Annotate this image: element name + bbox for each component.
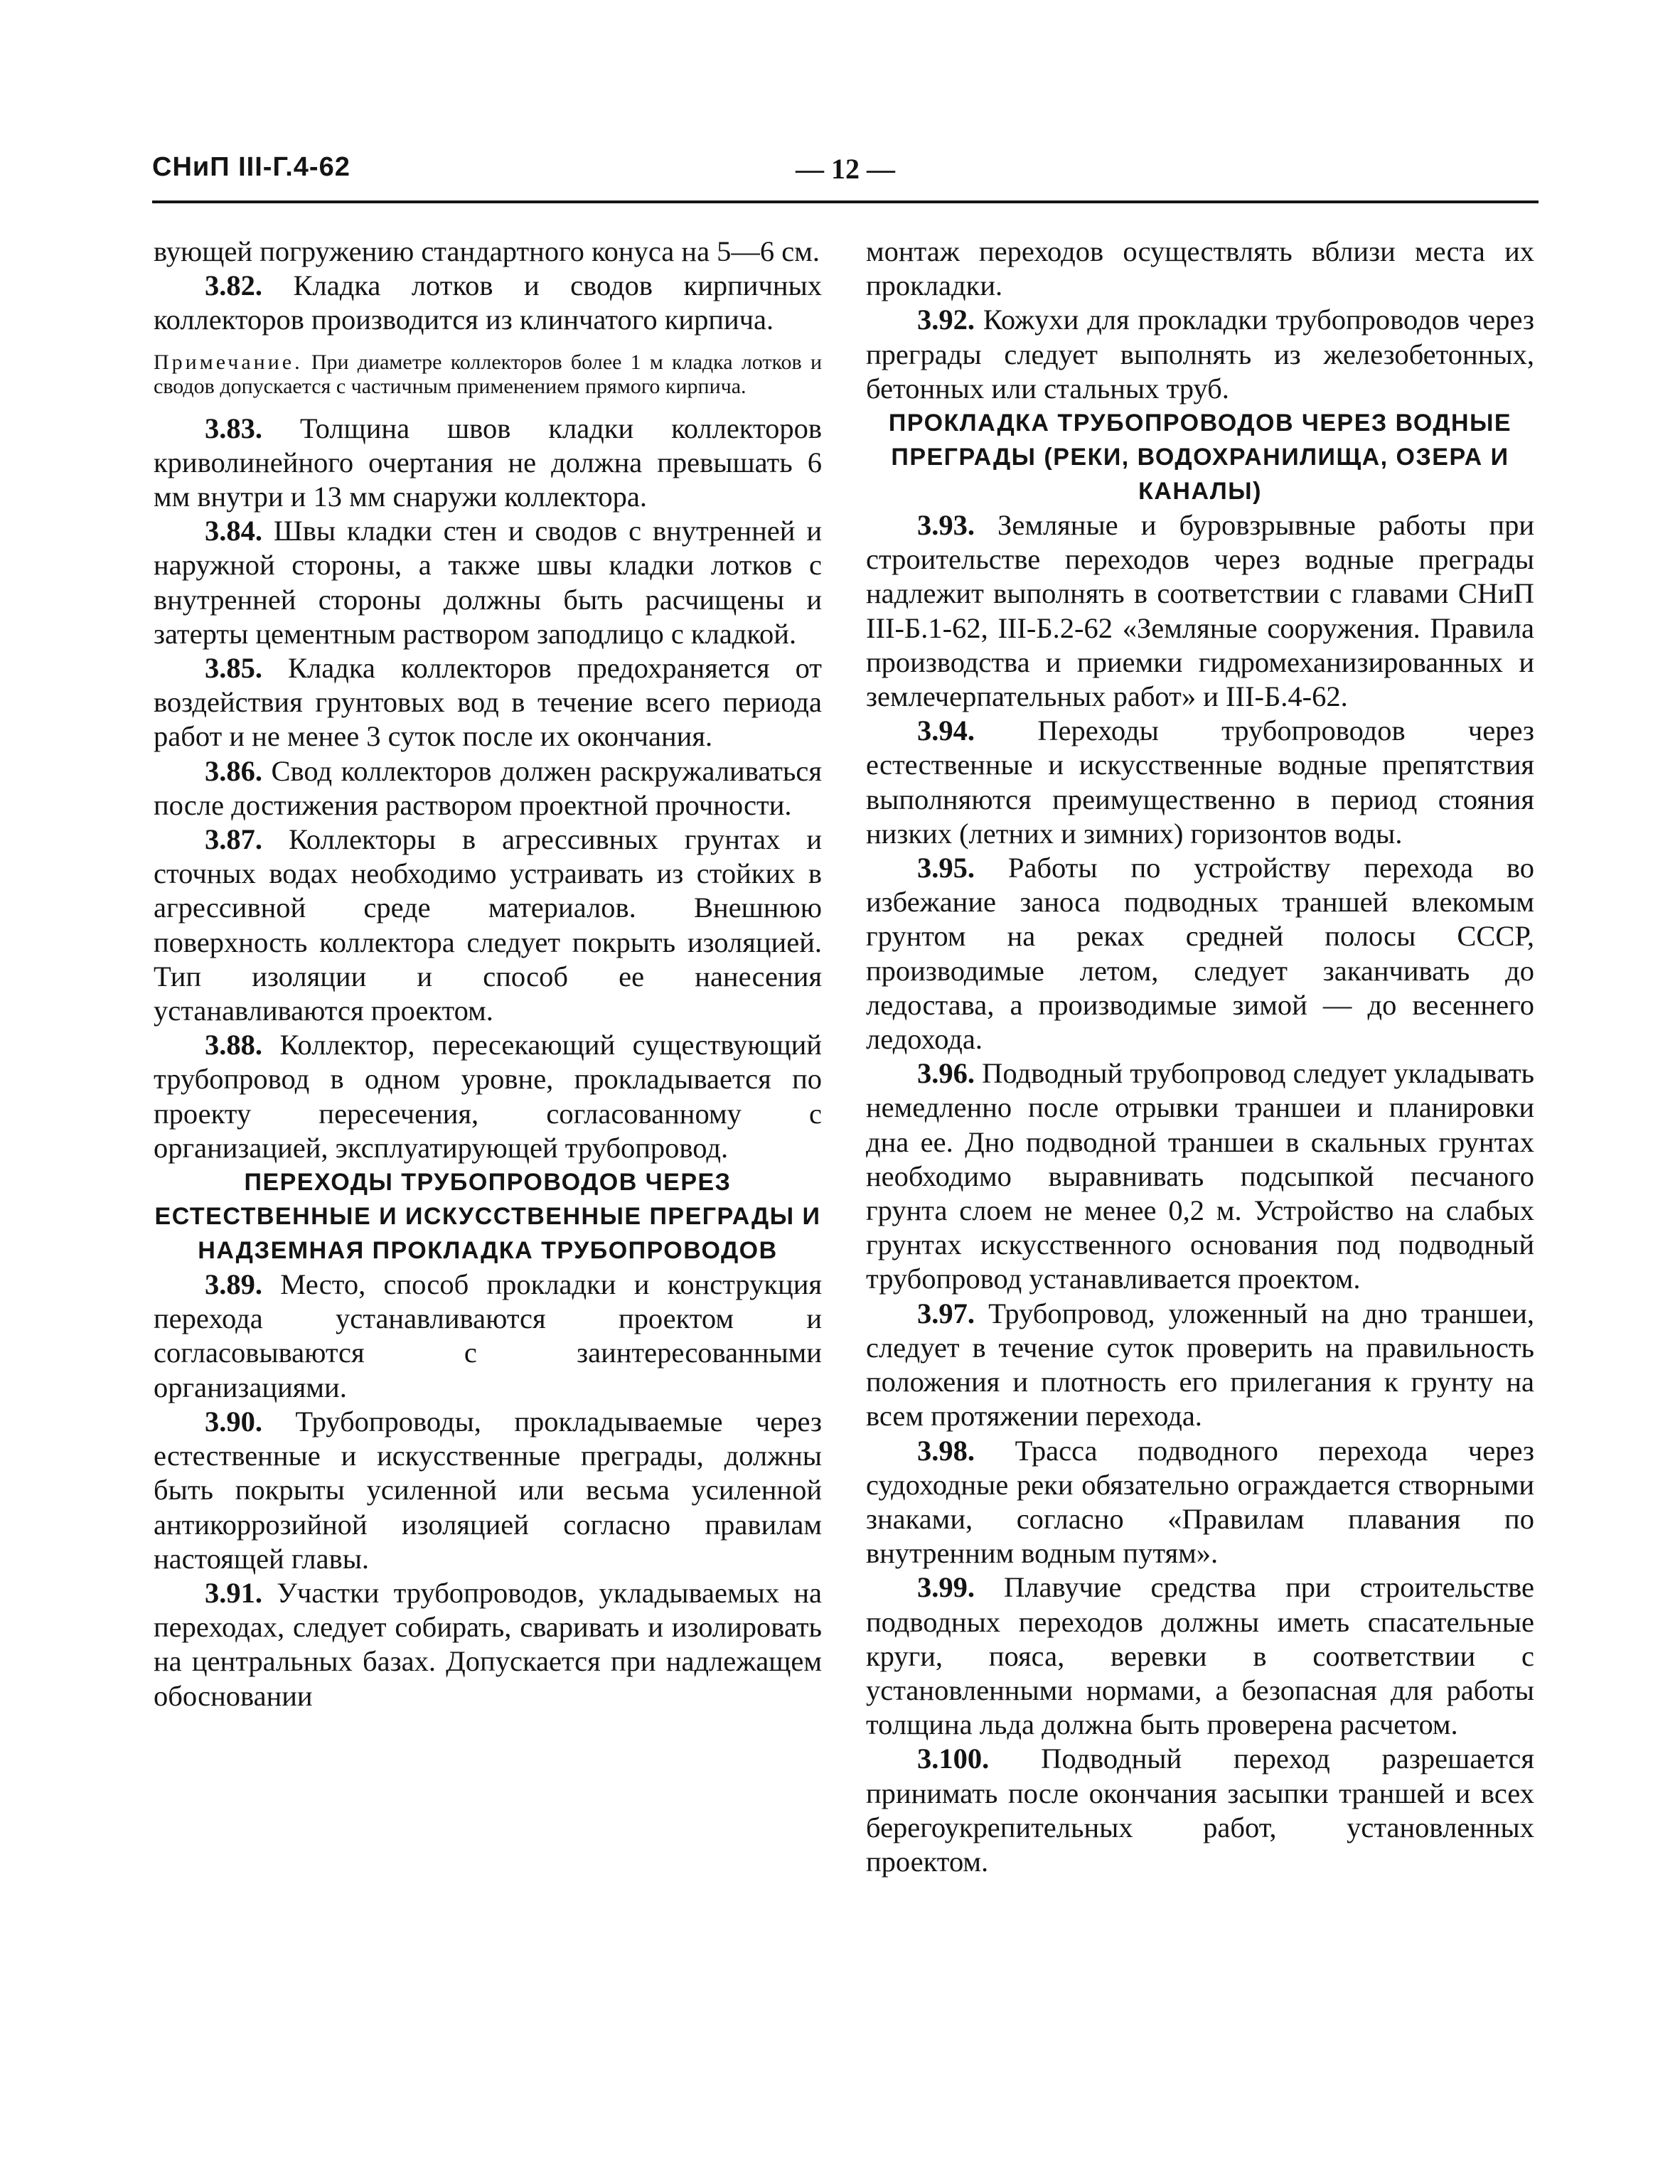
section-heading: ПРОКЛАДКА ТРУБОПРОВОДОВ ЧЕРЕЗ ВОДНЫЕ ПРЕГРАДЫ (РЕКИ, ВОДОХРАНИЛИЩА, ОЗЕРА И КАНАЛЫ) bbox=[888, 410, 1512, 505]
clause-text: Швы кладки стен и сводов с внутренней и наружной стороны, а также швы кладки лотков с внутренней стороны должны быть расчищены и затерты цементным раствором заподлицо с кладкой. bbox=[154, 515, 822, 650]
note-text: При диаметре коллекторов более 1 м кладка лотков и сводов допускается с частичным применением прямого кирпича. bbox=[154, 350, 822, 398]
clause-text: Земляные и буровзрывные работы при строительстве переходов через водные преграды надлежит выполнять в соответствии с главами СНиП III-Б.1-62, III-Б.2-62 «Земляные сооружения. Правила производства и приемки гидромеханизированных и землечерпательных работ» и III-Б.4-62. bbox=[866, 509, 1534, 713]
clause-number: 3.94. bbox=[917, 714, 975, 747]
clause-number: 3.86. bbox=[205, 754, 262, 787]
right-column bbox=[866, 235, 1534, 1879]
clause-text: Трасса подводного перехода через судоходные реки обязательно ограждается створными знаками, согласно «Правилам плавания по внутренним водным путям». bbox=[866, 1434, 1534, 1570]
clause-text: Трубопровод, уложенный на дно траншеи, следует в течение суток проверить на правильность положения и плотность его прилегания к грунту на всем протяжении перехода. bbox=[866, 1297, 1534, 1433]
paragraph-continuation: вующей погружению стандартного конуса на 5—6 см. bbox=[154, 235, 820, 267]
clause-number: 3.96. bbox=[917, 1057, 975, 1090]
clause-number: 3.87. bbox=[205, 823, 262, 856]
page-number: — 12 — bbox=[796, 153, 895, 185]
paragraph-3-99 bbox=[866, 1570, 1534, 1742]
paragraph-3-96 bbox=[866, 1056, 1534, 1296]
paragraph-3-94 bbox=[866, 714, 1534, 851]
paragraph-3-88 bbox=[154, 1028, 822, 1165]
page-header bbox=[152, 152, 1539, 192]
document-code: СНиП III-Г.4-62 bbox=[152, 152, 351, 182]
clause-text: Участки трубопроводов, укладываемых на переходах, следует собирать, сваривать и изолировать на центральных базах. Допускается при надлежащем обосновании bbox=[154, 1576, 822, 1712]
clause-text: Коллекторы в агрессивных грунтах и сточных водах необходимо устраивать из стойких в агрессивной среде материалов. Внешнюю поверхность коллектора следует покрыть изоляцией. Тип изоляции и способ ее нанесения устанавливаются проектом. bbox=[154, 823, 822, 1027]
paragraph-3-82 bbox=[154, 269, 822, 337]
clause-text: Кладка коллекторов предохраняется от воздействия грунтовых вод в течение всего периода работ и не менее 3 суток после их окончания. bbox=[154, 652, 822, 753]
clause-number: 3.93. bbox=[917, 509, 975, 542]
clause-number: 3.97. bbox=[917, 1297, 975, 1329]
clause-number: 3.98. bbox=[917, 1434, 975, 1467]
clause-text: Место, способ прокладки и конструкция перехода устанавливаются проектом и согласовываются с заинтересованными организациями. bbox=[154, 1268, 822, 1403]
paragraph-3-90 bbox=[154, 1405, 822, 1576]
paragraph-3-95 bbox=[866, 851, 1534, 1056]
paragraph-3-87 bbox=[154, 823, 822, 1028]
clause-number: 3.90. bbox=[205, 1405, 262, 1438]
clause-number: 3.85. bbox=[205, 652, 262, 685]
section-heading: ПЕРЕХОДЫ ТРУБОПРОВОДОВ ЧЕРЕЗ ЕСТЕСТВЕННЫЕ И ИСКУССТВЕННЫЕ ПРЕГРАДЫ И НАДЗЕМНАЯ ПРОКЛАДКА ТРУБОПРОВОДОВ bbox=[154, 1169, 821, 1265]
clause-number: 3.89. bbox=[205, 1268, 262, 1301]
clause-number: 3.100. bbox=[917, 1743, 990, 1775]
clause-text: Работы по устройству перехода во избежание заноса подводных траншей влекомым грунтом на реках средней полосы СССР, производимые летом, следует заканчивать до ледостава, а производимые зимой — до весеннего ледохода. bbox=[866, 852, 1534, 1056]
paragraph-3-100 bbox=[866, 1742, 1534, 1879]
clause-text: Толщина швов кладки коллекторов криволинейного очертания не должна превышать 6 мм внутри и 13 мм снаружи коллектора. bbox=[154, 412, 822, 513]
clause-number: 3.82. bbox=[205, 269, 262, 302]
paragraph-3-98 bbox=[866, 1434, 1534, 1571]
clause-text: Свод коллекторов должен раскружаливаться после достижения раствором проектной прочности. bbox=[154, 754, 822, 821]
clause-number: 3.99. bbox=[917, 1571, 975, 1604]
clause-number: 3.83. bbox=[205, 412, 262, 444]
clause-number: 3.84. bbox=[205, 515, 262, 547]
left-column bbox=[154, 235, 822, 1713]
clause-text: Кладка лотков и сводов кирпичных коллекторов производится из клинчатого кирпича. bbox=[154, 269, 822, 336]
clause-number: 3.91. bbox=[205, 1576, 262, 1609]
paragraph-3-86 bbox=[154, 754, 822, 823]
paragraph-3-97 bbox=[866, 1297, 1534, 1434]
paragraph-3-85 bbox=[154, 651, 822, 754]
note-lead: Примечание. bbox=[154, 350, 303, 374]
paragraph-3-91 bbox=[154, 1576, 822, 1713]
header-rule bbox=[152, 200, 1539, 203]
clause-text: Коллектор, пересекающий существующий трубопровод в одном уровне, прокладывается по проекту пересечения, согласованному с организацией, эксплуатирующей трубопровод. bbox=[154, 1029, 822, 1164]
paragraph-3-92 bbox=[866, 303, 1534, 406]
paragraph-3-89 bbox=[154, 1268, 822, 1405]
clause-text: Трубопроводы, прокладываемые через естественные и искусственные преграды, должны быть покрыты усиленной или весьма усиленной антикоррозийной изоляцией согласно правилам настоящей главы. bbox=[154, 1405, 822, 1575]
clause-number: 3.95. bbox=[917, 852, 975, 884]
clause-number: 3.92. bbox=[917, 304, 975, 336]
clause-text: Переходы трубопроводов через естественные и искусственные водные препятствия выполняются преимущественно в период стояния низких (летних и зимних) горизонтов воды. bbox=[866, 714, 1534, 850]
clause-text: Подводный переход разрешается принимать после окончания засыпки траншей и всех берегоукрепительных работ, установленных проектом. bbox=[866, 1743, 1534, 1878]
paragraph-3-83 bbox=[154, 412, 822, 515]
paragraph-continuation: монтаж переходов осуществлять вблизи места их прокладки. bbox=[866, 235, 1534, 302]
paragraph-3-84 bbox=[154, 514, 822, 651]
note bbox=[154, 350, 822, 399]
paragraph-3-93 bbox=[866, 508, 1534, 714]
clause-text: Кожухи для прокладки трубопроводов через преграды следует выполнять из железобетонных, бетонных или стальных труб. bbox=[866, 304, 1534, 405]
clause-text: Плавучие средства при строительстве подводных переходов должны иметь спасательные круги, пояса, веревки в соответствии с установленными нормами, а безопасная для работы толщина льда должна быть проверена расчетом. bbox=[866, 1571, 1534, 1741]
clause-text: Подводный трубопровод следует укладывать немедленно после отрывки траншеи и планировки дна ее. Дно подводной траншеи в скальных грунтах необходимо выравнивать подсыпкой песчаного грунта слоем не менее 0,2 м. Устройство на слабых грунтах искусственного основания под подводный трубопровод устанавливается проектом. bbox=[866, 1057, 1534, 1295]
clause-number: 3.88. bbox=[205, 1029, 262, 1061]
